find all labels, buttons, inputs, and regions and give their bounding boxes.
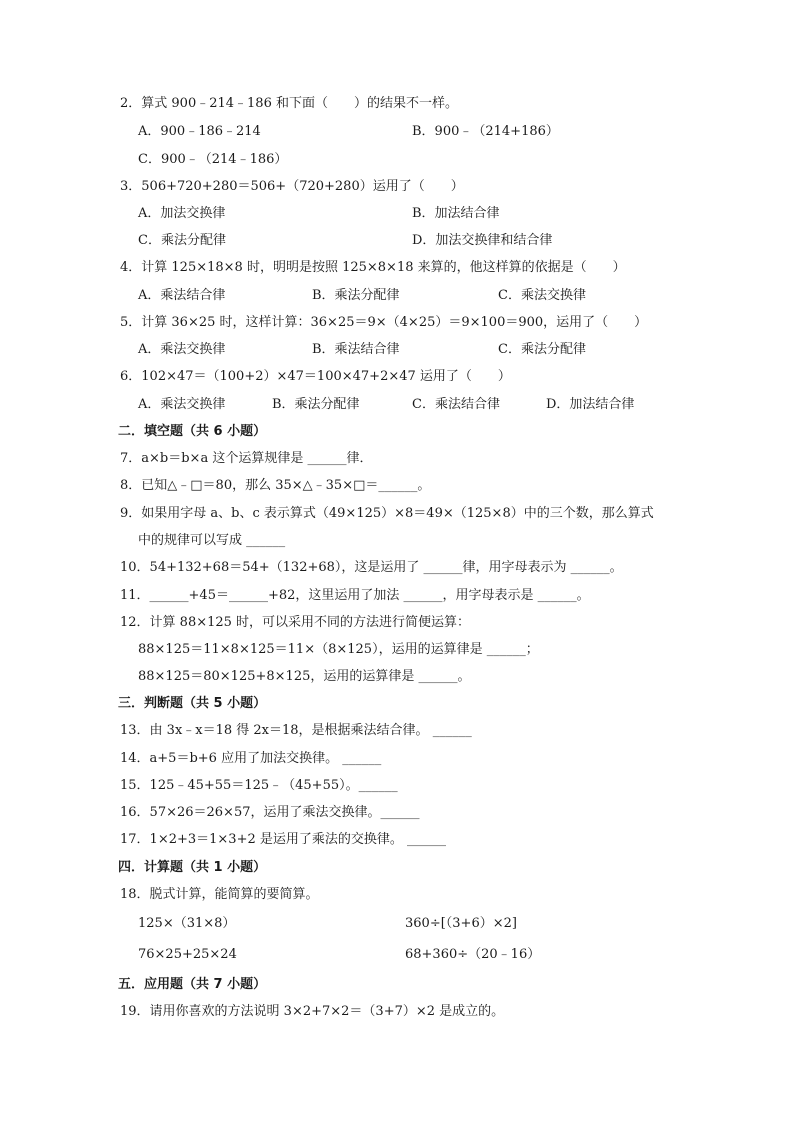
q5-option-b: B．乘法结合律 <box>312 342 400 357</box>
q4-option-b: B．乘法分配律 <box>312 288 400 303</box>
section-application-title: 五．应用题（共 7 小题） <box>118 977 267 992</box>
question-10: 10．54+132+68＝54+（132+68），这是运用了 ______律，用字母表示为 ______。 <box>120 560 623 575</box>
calc-expression-2: 360÷[（3+6）×2] <box>405 916 517 931</box>
question-6: 6．102×47＝（100+2）×47＝100×47+2×47 运用了（ ） <box>120 369 511 384</box>
q4-option-c: C．乘法交换律 <box>498 288 586 303</box>
q3-option-a: A．加法交换律 <box>138 206 226 221</box>
q5-option-a: A．乘法交换律 <box>138 342 226 357</box>
q6-option-a: A．乘法交换律 <box>138 397 226 412</box>
section-calculation-title: 四．计算题（共 1 小题） <box>118 860 267 875</box>
question-9: 9．如果用字母 a、b、c 表示算式（49×125）×8＝49×（125×8）中的三个数，那么算式 <box>120 506 654 521</box>
question-15: 15．125﹣45+55＝125﹣（45+55）。______ <box>120 778 398 793</box>
calc-expression-3: 76×25+25×24 <box>138 947 237 962</box>
question-19: 19．请用你喜欢的方法说明 3×2+7×2＝（3+7）×2 是成立的。 <box>120 1004 505 1019</box>
q2-option-a: A．900﹣186﹣214 <box>138 124 261 139</box>
q6-option-b: B．乘法分配律 <box>272 397 360 412</box>
q3-option-d: D．加法交换律和结合律 <box>412 233 553 248</box>
q4-option-a: A．乘法结合律 <box>138 288 226 303</box>
question-18: 18．脱式计算，能简算的要简算。 <box>120 887 319 902</box>
question-17: 17．1×2+3＝1×3+2 是运用了乘法的交换律。 ______ <box>120 832 447 847</box>
q5-option-c: C．乘法分配律 <box>498 342 586 357</box>
question-2: 2．算式 900﹣214﹣186 和下面（ ）的结果不一样。 <box>120 96 458 111</box>
question-13: 13．由 3x﹣x＝18 得 2x＝18，是根据乘法结合律。 ______ <box>120 723 472 738</box>
question-9-continued: 中的规律可以写成 ______ <box>138 533 286 548</box>
question-12-method-2: 88×125＝80×125+8×125，运用的运算律是 ______。 <box>138 669 471 684</box>
q3-option-c: C．乘法分配律 <box>138 233 226 248</box>
calc-expression-4: 68+360÷（20﹣16） <box>405 947 541 962</box>
calc-expression-1: 125×（31×8） <box>138 916 236 931</box>
question-12-method-1: 88×125＝11×8×125＝11×（8×125），运用的运算律是 ______； <box>138 642 539 657</box>
q2-option-b: B．900﹣（214+186） <box>412 124 559 139</box>
question-3: 3．506+720+280＝506+（720+280）运用了（ ） <box>120 179 464 194</box>
question-7: 7．a×b＝b×a 这个运算规律是 ______律． <box>120 451 373 466</box>
q2-option-c: C．900﹣（214﹣186） <box>138 152 288 167</box>
question-11: 11．______+45＝______+82，这里运用了加法 ______，用字母表示是 ______。 <box>120 588 590 603</box>
section-judgement-title: 三．判断题（共 5 小题） <box>118 696 267 711</box>
q6-option-d: D．加法结合律 <box>546 397 635 412</box>
question-14: 14．a+5＝b+6 应用了加法交换律。 ______ <box>120 751 382 766</box>
question-8: 8．已知△﹣□＝80，那么 35×△﹣35×□＝______。 <box>120 478 431 493</box>
question-16: 16．57×26＝26×57，运用了乘法交换律。______ <box>120 805 420 820</box>
question-4: 4．计算 125×18×8 时，明明是按照 125×8×18 来算的，他这样算的依据是（ ） <box>120 260 626 275</box>
section-fill-in-title: 二．填空题（共 6 小题） <box>118 424 267 439</box>
q3-option-b: B．加法结合律 <box>412 206 500 221</box>
question-5: 5．计算 36×25 时，这样计算：36×25＝9×（4×25）＝9×100＝900，运用了（ ） <box>120 315 648 330</box>
question-12: 12．计算 88×125 时，可以采用不同的方法进行简便运算： <box>120 615 471 630</box>
q6-option-c: C．乘法结合律 <box>412 397 500 412</box>
